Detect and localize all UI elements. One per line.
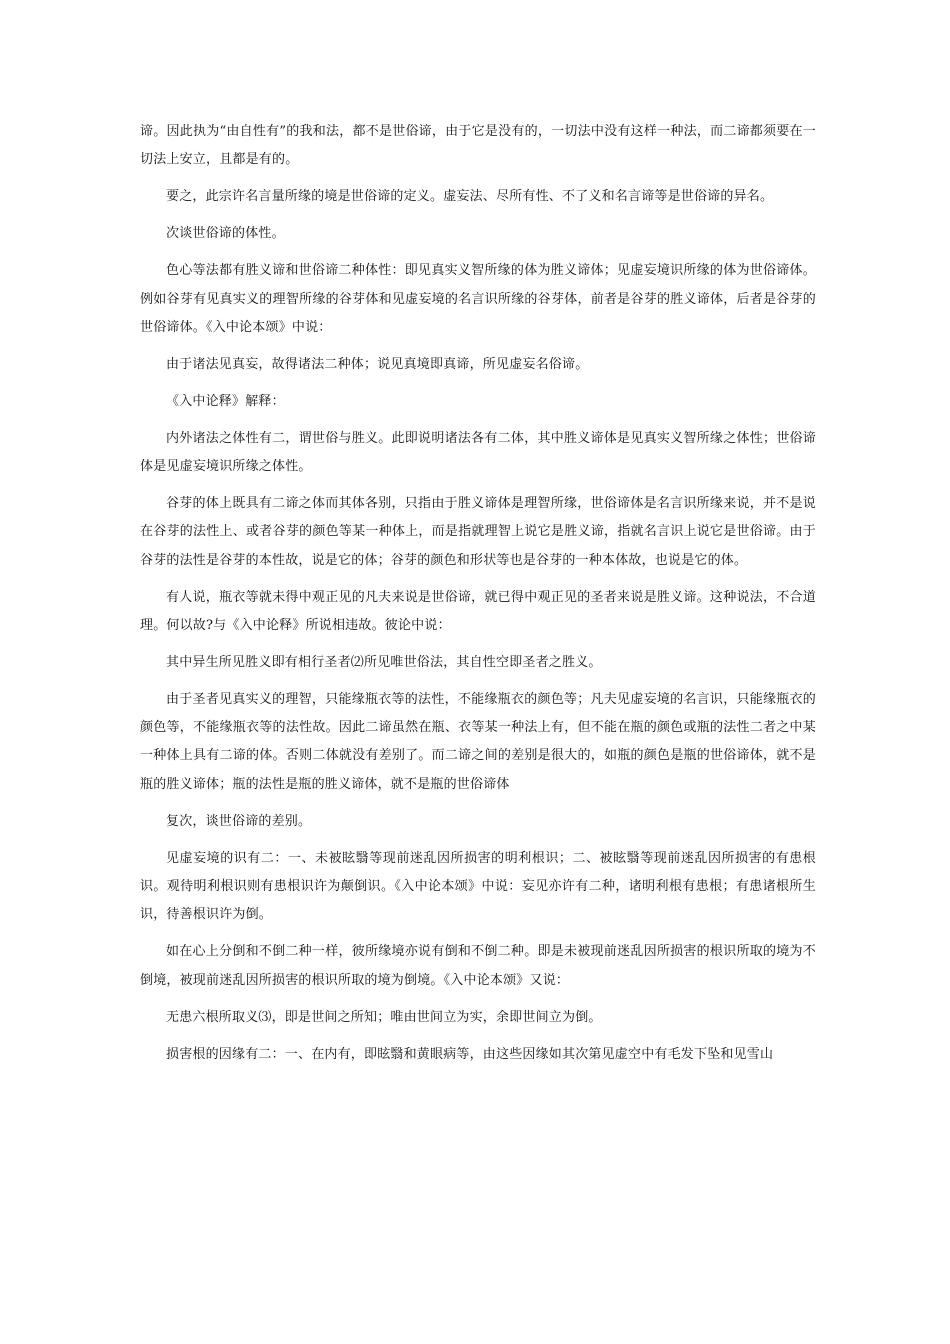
quote-paragraph: 内外诸法之体性有二，谓世俗与胜义。此即说明诸法各有二体，其中胜义谛体是见真实义智所缘之体性；世俗谛体是见虚妄境识所缘之体性。 [140,430,816,474]
paragraph: 由于圣者见真实义的理智，只能缘瓶衣等的法性，不能缘瓶衣的颜色等；凡夫见虚妄境的名言识，只能缘瓶衣的颜色等，不能缘瓶衣等的法性故。因此二谛虽然在瓶、衣等某一种法上有，但不能在瓶的颜色或瓶的法性二者之中某一种体上具有二谛的体。否则二体就没有差别了。而二谛之间的差别是很大的，如瓶的颜色是瓶的世俗谛体，就不是瓶的胜义谛体；瓶的法性是瓶的胜义谛体，就不是瓶的世俗谛体 [140,691,816,792]
document-page [140,118,816,1077]
quote-paragraph: 无患六根所取义⑶，即是世间之所知；唯由世间立为实，余即世间立为倒。 [166,1009,602,1025]
paragraph: 谷芽的体上既具有二谛之体而其体各别，只指由于胜义谛体是理智所缘，世俗谛体是名言识所缘来说，并不是说在谷芽的法性上、或者谷芽的颜色等某一种体上，而是指就理智上说它是胜义谛，指就名言识上说它是世俗谛。由于谷芽的法性是谷芽的本性故，说是它的体；谷芽的颜色和形状等也是谷芽的一种本体故，也说是它的体。 [140,495,816,568]
paragraph: 《入中论释》解释： [166,393,285,409]
paragraph: 次谈世俗谛的体性。 [166,226,285,242]
paragraph: 复次，谈世俗谛的差别。 [166,813,312,829]
paragraph: 有人说，瓶衣等就未得中观正见的凡夫来说是世俗谛，就已得中观正见的圣者来说是胜义谛。这种说法，不合道理。何以故?与《入中论释》所说相违故。彼论中说： [140,589,816,633]
paragraph: 谛。因此执为“由自性有”的我和法，都不是世俗谛，由于它是没有的，一切法中没有这样一种法，而二谛都须要在一切法上安立，且都是有的。 [140,124,816,168]
paragraph: 要之，此宗许名言量所缘的境是世俗谛的定义。虚妄法、尽所有性、不了义和名言谛等是世俗谛的异名。 [166,189,774,205]
paragraph: 色心等法都有胜义谛和世俗谛二种体性：即见真实义智所缘的体为胜义谛体；见虚妄境识所缘的体为世俗谛体。例如谷芽有见真实义的理智所缘的谷芽体和见虚妄境的名言识所缘的谷芽体，前者是谷芽的胜义谛体，后者是谷芽的世俗谛体。《入中论本颂》中说： [140,263,816,335]
paragraph: 损害根的因缘有二：一、在内有，即眩翳和黄眼病等，由这些因缘如其次第见虚空中有毛发下坠和见雪山 [166,1046,774,1062]
quote-paragraph: 由于诸法见真妄，故得诸法二种体；说见真境即真谛，所见虚妄名俗谛。 [166,356,589,372]
paragraph: 见虚妄境的识有二：一、未被眩翳等现前迷乱因所损害的明利根识；二、被眩翳等现前迷乱因所损害的有患根识。观待明利根识则有患根识许为颠倒识。《入中论本颂》中说：妄见亦许有二种，诸明利根有患根；有患诸根所生识，待善根识许为倒。 [140,850,816,923]
quote-paragraph: 其中异生所见胜义即有相行圣者⑵所见唯世俗法，其自性空即圣者之胜义。 [166,654,602,670]
paragraph: 如在心上分倒和不倒二种一样，彼所缘境亦说有倒和不倒二种。即是未被现前迷乱因所损害的根识所取的境为不倒境，被现前迷乱因所损害的根识所取的境为倒境。《入中论本颂》又说： [140,944,816,988]
